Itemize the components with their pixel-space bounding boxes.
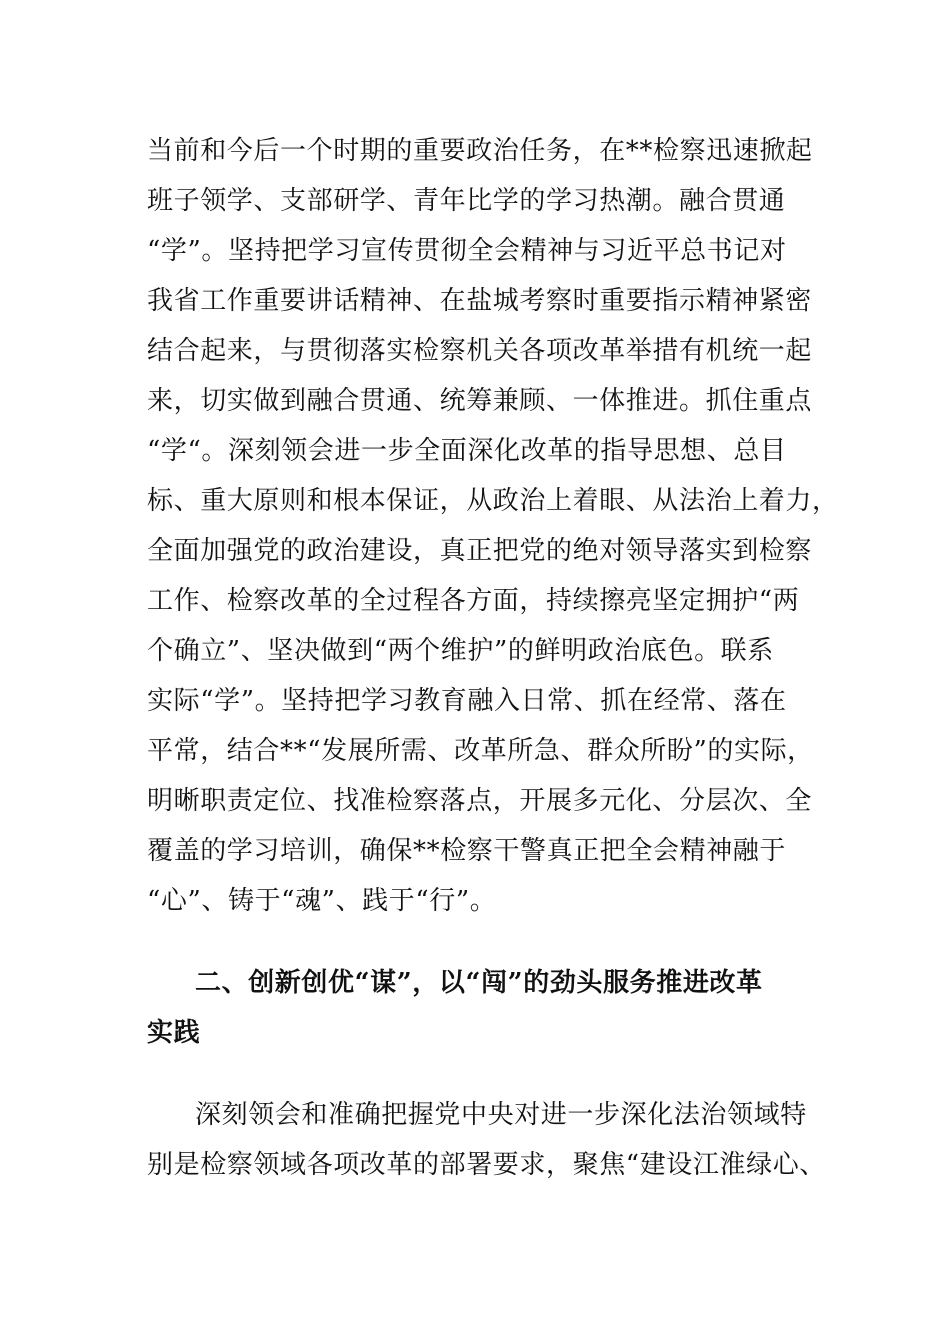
text-line: 我省工作重要讲话精神、在盐城考察时重要指示精神紧密	[147, 286, 813, 316]
text-line: 来，切实做到融合贯通、统筹兼顾、一体推进。抓住重点	[147, 386, 813, 416]
text-line: 全面加强党的政治建设，真正把党的绝对领导落实到检察	[147, 536, 813, 566]
text-line: “学“。深刻领会进一步全面深化改革的指导思想、总目	[147, 436, 787, 466]
heading-line: 二、创新创优“谋”，以“闯”的劲头服务推进改革	[195, 968, 763, 998]
text-line: 深刻领会和准确把握党中央对进一步深化法治领域特	[195, 1100, 807, 1130]
text-line: 结合起来，与贯彻落实检察机关各项改革举措有机统一起	[147, 336, 813, 366]
text-line: “学”。坚持把学习宣传贯彻全会精神与习近平总书记对	[147, 236, 787, 266]
text-line: 班子领学、支部研学、青年比学的学习热潮。融合贯通	[147, 186, 786, 216]
text-line: 当前和今后一个时期的重要政治任务，在**检察迅速掀起	[147, 136, 813, 166]
text-line: 个确立”、坚决做到“两个维护”的鲜明政治底色。联系	[147, 636, 774, 666]
text-line: 别是检察领域各项改革的部署要求，聚焦“建设江淮绿心、	[147, 1150, 826, 1180]
text-line: 平常，结合**“发展所需、改革所急、群众所盼”的实际，	[147, 736, 814, 766]
text-line: 实际“学”。坚持把学习教育融入日常、抓在经常、落在	[147, 686, 787, 716]
text-line: 覆盖的学习培训，确保**检察干警真正把全会精神融于	[147, 836, 787, 866]
text-line: 工作、检察改革的全过程各方面，持续擦亮坚定拥护“两	[147, 586, 800, 616]
heading-line: 实践	[147, 1018, 201, 1048]
text-line: “心”、铸于“魂”、践于“行”。	[147, 886, 497, 916]
text-line: 明晰职责定位、找准检察落点，开展多元化、分层次、全	[147, 786, 813, 816]
text-line: 标、重大原则和根本保证，从政治上着眼、从法治上着力，	[147, 486, 839, 516]
